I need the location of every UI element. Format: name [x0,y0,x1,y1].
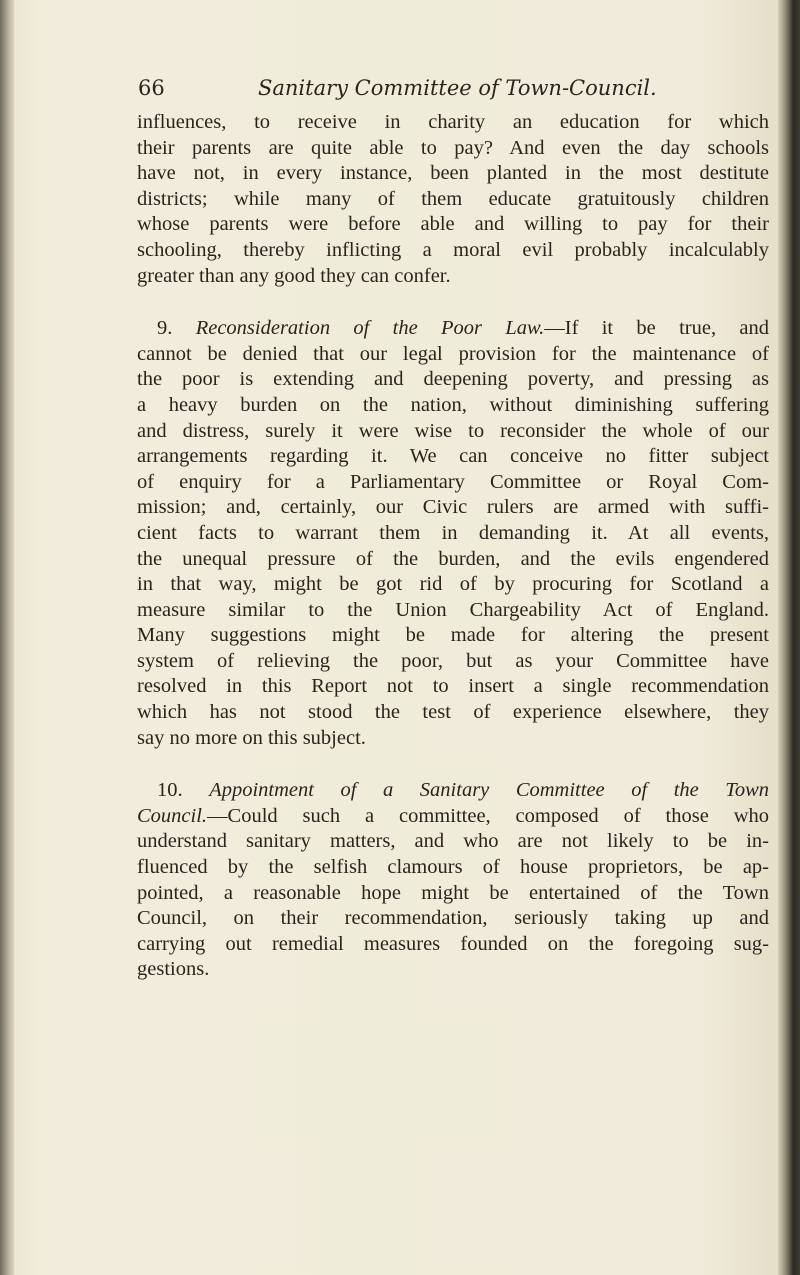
binding-gutter [0,0,14,1275]
paragraph-sanitary-committee [137,778,769,983]
section-number: 9. [157,317,173,340]
text-line: mission; and, certainly, our Civic rulers are armed with suffi- [137,496,769,519]
text-line [137,778,769,804]
text-line: a heavy burden on the nation, without diminishing suffering [137,393,769,416]
text-line: system of relieving the poor, but as your Committee have [137,649,769,672]
section-heading-cont: Council. [137,804,208,827]
text-line: their parents are quite able to pay? And even the day schools [137,136,769,159]
paragraph-education [137,110,769,289]
text-line: the unequal pressure of the burden, and the evils engendered [137,547,769,570]
text-line: carrying out remedial measures founded on the foregoing sug- [137,932,769,955]
text-line: have not, in every instance, been planted in the most destitute [137,162,769,185]
text-line: fluenced by the selfish clamours of house proprietors, be ap- [137,856,769,879]
text-line: understand sanitary matters, and who are not likely to be in- [137,830,769,853]
paragraph-gap [137,751,769,778]
text-line: measure similar to the Union Chargeability Act of England. [137,598,769,621]
section-heading: Reconsideration of the Poor Law. [195,317,545,340]
text-line: pointed, a reasonable hope might be entertained of the Town [137,881,769,904]
section-heading: Appointment of a Sanitary Committee of the Town [209,779,769,802]
page-header [138,76,748,110]
text-line [137,316,769,342]
text-line: in that way, might be got rid of by procuring for Scotland a [137,573,769,596]
text-line: gestions. [137,958,210,981]
text-run: —If it be true, and [544,317,770,340]
paragraph-poor-law [137,316,769,751]
text-line: districts; while many of them educate gratuitously children [137,187,769,210]
page-edge-shadow [778,0,800,1275]
text-line: whose parents were before able and willing to pay for their [137,213,769,236]
text-line: arrangements regarding it. We can conceive no fitter subject [137,445,769,468]
text-line: and distress, surely it were wise to reconsider the whole of our [137,419,769,442]
text-line: Council, on their recommendation, seriously taking up and [137,907,769,930]
text-line: cannot be denied that our legal provision for the maintenance of [137,342,769,365]
text-line: the poor is extending and deepening poverty, and pressing as [137,368,769,391]
section-number: 10. [157,779,183,802]
body-text [137,110,769,983]
text-line: of enquiry for a Parliamentary Committee or Royal Com- [137,470,769,493]
text-line: which has not stood the test of experience elsewhere, they [137,701,769,724]
text-line: say no more on this subject. [137,726,366,749]
text-line: greater than any good they can confer. [137,264,451,287]
text-line: influences, to receive in charity an education for which [137,111,769,133]
page-number: 66 [138,76,165,100]
running-title: Sanitary Committee of Town-Council. [258,76,657,100]
text-line [137,804,769,830]
text-line: cient facts to warrant them in demanding it. At all events, [137,521,769,544]
text-line: Many suggestions might be made for altering the present [137,624,769,647]
text-line: schooling, thereby inflicting a moral evil probably incalculably [137,238,769,261]
paragraph-gap [137,289,769,316]
text-run: —Could such a committee, composed of those who [207,804,769,827]
text-line: resolved in this Report not to insert a single recommendation [137,675,769,698]
